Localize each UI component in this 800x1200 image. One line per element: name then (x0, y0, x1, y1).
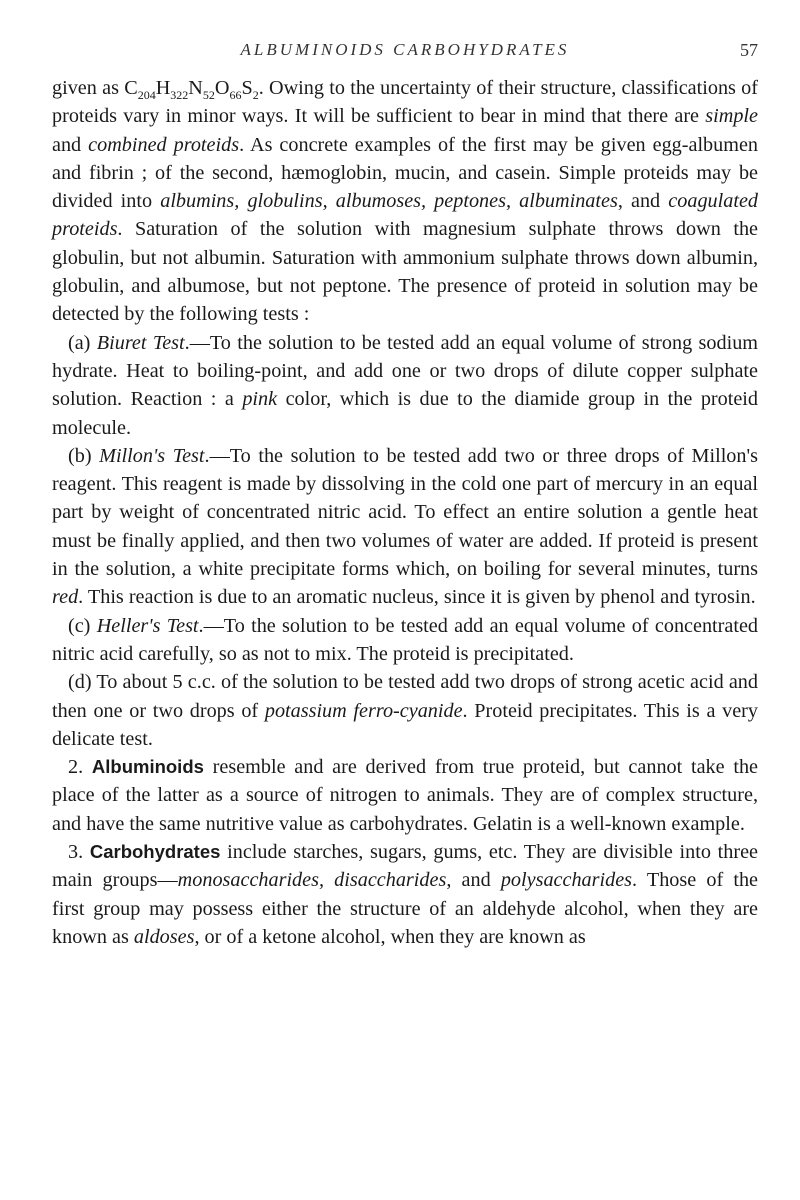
text-run: . Proteid precipitates. This is a very delicate test. (52, 699, 758, 750)
section-heading: Albuminoids (91, 756, 204, 778)
text-run: H (155, 77, 171, 99)
running-header (52, 40, 758, 74)
running-title: ALBUMINOIDS CARBOHYDRATES (240, 40, 570, 59)
section-heading: Carbohydrates (89, 841, 221, 863)
test-name: Heller's Test (96, 614, 199, 637)
text-run: and (52, 133, 89, 156)
text-run: . Owing to the uncertainty of their structure, classifications of proteids vary in minor ways. It will be sufficient to bear in mind that there are (52, 77, 758, 128)
test-name: Millon's Test (99, 444, 205, 467)
paragraph-proteids (52, 74, 758, 329)
text-run: .—To the solution to be tested add an equal volume of concentrated nitric acid carefully, so as not to mix. The proteid is precipitated. (52, 614, 759, 665)
item-label: (c) (68, 614, 97, 637)
text-run: S (241, 77, 253, 99)
item-label: (d) (68, 671, 97, 694)
text-run: . Those of the first group may possess either the structure of an aldehyde alcohol, when they are known as (52, 869, 758, 948)
subscript: 2 (252, 88, 259, 103)
italic-term: simple (705, 105, 758, 128)
text-run: resemble and are derived from true proteid, but cannot take the place of the latter as a source of nitrogen to animals. They are of complex structure, and have the same nutritive value as carbohydrates. Gelatin is a well-known example. (52, 756, 759, 835)
text-run: To about 5 c.c. of the solution to be tested add two drops of strong acetic acid and then one or two drops of (52, 671, 758, 722)
section-number: 2. (68, 756, 92, 779)
paragraph-albuminoids (52, 753, 758, 838)
subscript: 52 (202, 88, 215, 103)
section-number: 3. (68, 841, 90, 864)
subscript: 204 (137, 88, 156, 103)
italic-term: monosaccharides, disaccharides (177, 869, 447, 892)
item-label: (b) (68, 444, 100, 467)
text-run: . This reaction is due to an aromatic nucleus, since it is given by phenol and tyrosin. (78, 586, 756, 609)
page-number: 57 (740, 40, 758, 60)
test-name: Biuret Test (96, 331, 185, 354)
italic-term: coagulated proteids (52, 190, 758, 241)
paragraph-ferrocyanide-test (52, 668, 758, 753)
italic-term: aldoses (133, 925, 195, 948)
subscript: 66 (229, 88, 242, 103)
paragraph-hellers-test (52, 612, 758, 669)
text-run: , and (446, 869, 501, 892)
body-text (52, 74, 758, 951)
subscript: 322 (170, 88, 189, 103)
paragraph-carbohydrates (52, 838, 758, 951)
italic-term: pink (242, 388, 278, 411)
text-run: .—To the solution to be tested add an equal volume of strong sodium hydrate. Heat to boiling-point, and add one or two drops of dilute copper sulphate solution. Reaction : a (52, 331, 758, 411)
text-run: N (188, 77, 203, 99)
text-run: . As concrete examples of the first may be given egg-albumen and fibrin ; of the second, hæmoglobin, mucin, and casein. Simple proteids may be divided into (52, 133, 759, 213)
text-run: color, which is due to the diamide group in the proteid molecule. (52, 388, 758, 439)
italic-term: albumins, globulins, albumoses, peptones, albuminates (160, 190, 618, 213)
paragraph-millons-test (52, 442, 758, 612)
italic-term: potassium ferro-cyanide (264, 699, 463, 722)
text-run: , or of a ketone alcohol, when they are known as (194, 925, 586, 948)
text-run: given as C (52, 77, 138, 99)
italic-term: polysaccharides (500, 869, 633, 892)
text-run: , and (617, 190, 669, 213)
text-run: . Saturation of the solution with magnesium sulphate throws down the globulin, but not albumin. Saturation with ammonium sulphate throws down albumin, globulin, and albumose, but not peptone. The presence of proteid in solution may be detected by the following tests : (52, 218, 758, 326)
paragraph-biuret-test (52, 329, 758, 442)
italic-term: red (52, 586, 79, 609)
text-run: .—To the solution to be tested add two or three drops of Millon's reagent. This reagent is made by dissolving in the cold one part of mercury in an equal part by weight of concentrated nitric acid. To effect an entire solution a gentle heat must be finally applied, and then two volumes of water are added. If proteid is present in the solution, a white precipitate forms which, on boiling for several minutes, turns (52, 444, 758, 581)
item-label: (a) (68, 331, 97, 354)
text-run: include starches, sugars, gums, etc. They are divisible into three main groups— (52, 841, 759, 892)
italic-term: combined proteids (88, 133, 240, 156)
text-run: O (214, 77, 230, 99)
